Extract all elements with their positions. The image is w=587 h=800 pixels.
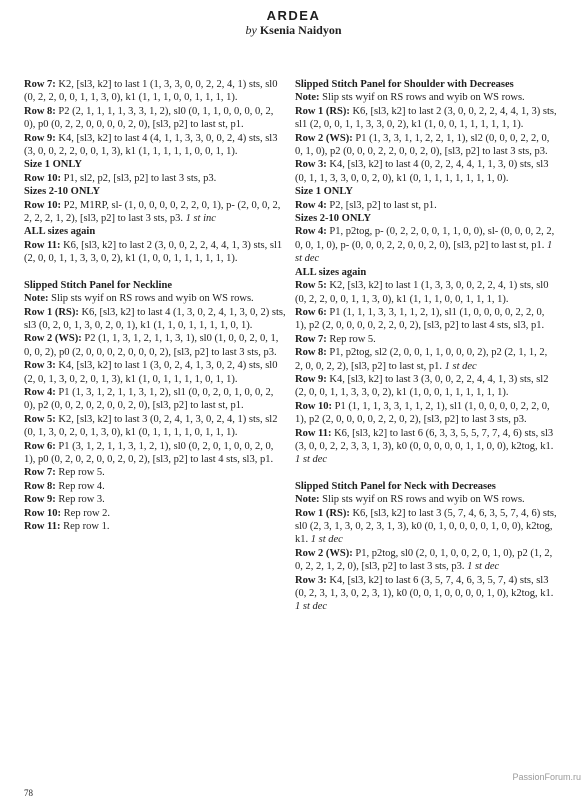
instruction-row [24,132,286,159]
row-text: K4, [sl3, k2] to last 4 (4, 1, 1, 3, 3, 0, 0, 2, 4) sts, sl3 (3, 0, 0, 2, 2, 0, 0, 1, 3), k1 (1, 1, 1, 1, 1, 0, 0, 1, 1). [24,132,278,158]
size-heading: ALL sizes again [24,226,96,238]
row-label: Note: [24,293,49,305]
instruction-row [295,373,557,400]
row-label: Row 10: [295,400,333,412]
row-text: P2 (1, 1, 3, 1, 2, 1, 1, 3, 1), sl0 (1, 0, 0, 2, 0, 1, 0, 0, 2), p0 (2, 0, 0, 0, 2, 0, 0, 0, 2), [sl3, p2] to last 3 sts, p3. [24,333,279,358]
instruction-row [295,91,557,104]
row-text: K2, [sl3, k2] to last 3 (0, 2, 4, 1, 3, 0, 2, 4, 1) sts, sl2 (0, 1, 3, 0, 2, 0, 1, 3, 0), k1 (0, 1, 1, 1, 1, 0, 1, 1, 1). [24,413,278,439]
row-label: Note: [295,92,320,104]
row-label: Row 3: [295,574,327,586]
row-label: Row 10: [24,199,62,211]
row-text: K2, [sl3, k2] to last 1 (1, 3, 3, 0, 0, 2, 2, 4, 1) sts, sl0 (0, 2, 2, 0, 0, 1, 1, 3, 0), k1 (1, 1, 1, 0, 0, 1, 1, 1, 1). [295,280,549,305]
row-label: Row 8: [24,105,56,117]
instruction-row [24,386,286,413]
row-label: Row 1 (RS): [295,105,350,117]
row-text: P1, p2tog, p- (0, 2, 2, 0, 0, 1, 1, 0, 0), sl- (0, 0, 0, 2, 2, 0, 0, 1, 0), p- (0, 0, 0, 2, 2, 0, 0, 2, 0), [sl3, p2] to last st, p1. [295,226,555,251]
row-label: Row 9: [24,132,56,144]
row-label: Row 4: [295,199,327,211]
page-number: 78 [24,788,33,798]
section-title: Slipped Stitch Panel for Neckline [24,279,172,291]
row-label: Row 1 (RS): [24,306,79,318]
row-label: Row 8: [24,480,56,492]
row-text: K6, [sl3, k2] to last 4 (1, 3, 0, 2, 4, 1, 3, 0, 2) sts, sl3 (0, 2, 0, 1, 3, 0, 2, 0, 1), k1 (1, 1, 0, 1, 1, 1, 1, 0, 1). [24,306,286,331]
row-label: Row 10: [24,172,62,184]
instruction-row [295,574,557,614]
instruction-row [295,199,557,212]
instruction-row [295,279,557,306]
instruction-row [295,158,557,185]
row-text: K2, [sl3, k2] to last 1 (1, 3, 3, 0, 0, 2, 2, 4, 1) sts, sl0 (0, 2, 2, 0, 0, 1, 1, 3, 0), k1 (1, 1, 1, 0, 0, 1, 1, 1, 1). [24,79,278,104]
instruction-row [24,480,286,493]
instruction-row [295,333,557,346]
row-text: Rep row 4. [58,480,105,492]
stitch-count-note: 1 st dec [295,454,328,466]
row-label: Row 9: [24,494,56,506]
row-text: Rep row 2. [63,507,111,519]
instruction-row [24,199,286,226]
row-label: Row 4: [295,226,327,238]
stitch-count-note: 1 st dec [310,534,343,546]
size-heading: Size 1 ONLY [24,159,82,171]
instruction-row [24,507,286,520]
row-label: Row 11: [24,239,61,251]
row-label: Row 8: [295,347,327,359]
row-text: Rep row 3. [58,494,105,506]
watermark: PassionForum.ru [512,772,581,782]
instruction-row [295,225,557,265]
row-text: Rep row 5. [58,467,105,479]
size-heading: Size 1 ONLY [295,186,353,198]
row-label: Row 3: [24,360,56,372]
row-text: P1 (3, 1, 2, 1, 1, 3, 1, 2, 1), sl0 (0, 2, 0, 1, 0, 0, 2, 0, 1), p0 (0, 2, 0, 2, 0, 0, 2, 0, 2), [sl3, p2] to last 4 sts, sl3, p1. [24,440,274,465]
row-text: P1 (1, 1, 1, 3, 3, 1, 1, 2, 1), sl1 (1, 0, 0, 0, 0, 2, 2, 0, 1), p2 (2, 0, 0, 0, 0, 2, 2, 0, 2), [sl3, p2] to last 3 sts, p3. [295,400,550,426]
byline-prefix: by [245,23,257,37]
instruction-row [24,105,286,132]
instruction-row [24,440,286,467]
author-name: Ksenia Naidyon [259,23,342,37]
instruction-row [24,359,286,386]
instruction-row [24,332,286,359]
row-label: Row 7: [24,79,56,90]
row-label: Row 4: [24,386,56,398]
row-label: Row 5: [24,413,56,425]
section-title: Slipped Stitch Panel for Shoulder with Decreases [295,79,514,90]
row-text: Rep row 1. [63,521,110,532]
size-heading: Sizes 2-10 ONLY [295,213,372,225]
row-label: Row 1 (RS): [295,507,350,519]
row-label: Row 2 (WS): [24,333,82,345]
row-text: K4, [sl3, k2] to last 1 (3, 0, 2, 4, 1, 3, 0, 2, 4) sts, sl0 (2, 0, 1, 3, 0, 2, 0, 1, 3), k1 (1, 0, 1, 1, 1, 1, 0, 1, 1). [24,360,278,385]
row-text: P1 (1, 3, 3, 1, 1, 2, 2, 1, 1), sl2 (0, 0, 0, 2, 2, 0, 0, 1, 0), p2 (0, 0, 0, 2, 2, 0, 0, 2, 0), [sl3, p2] to last 3 sts, p3. [295,132,550,158]
row-label: Row 2 (WS): [295,547,353,559]
row-label: Row 6: [24,440,56,452]
size-heading: Sizes 2-10 ONLY [24,186,101,198]
row-text: K4, [sl3, k2] to last 3 (3, 0, 0, 2, 2, 4, 4, 1, 3) sts, sl2 (2, 0, 0, 1, 1, 3, 3, 0, 2), k1 (1, 0, 0, 1, 1, 1, 1, 1, 1). [295,373,549,399]
instruction-row [295,427,557,467]
instruction-row [24,78,286,105]
row-text: P1 (1, 3, 1, 2, 1, 1, 3, 1, 2), sl1 (0, 0, 2, 0, 1, 0, 0, 2, 0), p2 (0, 0, 2, 0, 2, 0, 0, 2, 0), [sl3, p2] to last st, p1. [24,386,274,412]
row-label: Row 11: [295,427,332,439]
instruction-row [295,132,557,159]
row-label: Row 5: [295,280,327,292]
instruction-row [24,493,286,506]
row-text: K4, [sl3, k2] to last 4 (0, 2, 2, 4, 4, 1, 1, 3, 0) sts, sl3 (0, 1, 1, 3, 3, 0, 0, 2, 0), k1 (0, 1, 1, 1, 1, 1, 1, 1, 0). [295,159,549,184]
stitch-count-note: 1 st dec [467,561,500,573]
page-header [0,8,587,38]
row-text: Slip sts wyif on RS rows and wyib on WS rows. [322,92,525,104]
section-title: Slipped Stitch Panel for Neck with Decreases [295,480,496,492]
instruction-row [295,493,557,506]
row-text: Rep row 5. [329,333,376,345]
row-label: Row 10: [24,507,62,519]
row-text: P1, p2tog, sl2 (2, 0, 0, 1, 1, 0, 0, 0, 2), p2 (2, 1, 1, 2, 2, 0, 0, 2, 2), [sl3, p2] to last st, p1. [295,347,548,372]
instruction-row [295,346,557,373]
stitch-count-note: 1 st dec [444,360,477,372]
row-label: Row 2 (WS): [295,132,353,144]
row-text: K6, [sl3, k2] to last 3 (5, 7, 4, 6, 3, 5, 7, 4, 6) sts, sl0 (2, 3, 1, 3, 0, 2, 3, 1, 3), k0 (0, 1, 0, 0, 0, 0, 1, 0, 0), k2tog, k1. [295,507,557,546]
left-column [24,78,286,533]
row-text: P2, M1RP, sl- (1, 0, 0, 0, 0, 2, 2, 0, 1), p- (2, 0, 0, 2, 2, 2, 2, 1, 2), [sl3, p2] to last 3 sts, p3. [24,199,281,225]
instruction-row [295,400,557,427]
row-label: Row 11: [24,521,61,532]
stitch-count-note: 1 st inc [185,213,216,225]
size-heading: ALL sizes again [295,266,367,278]
row-label: Row 9: [295,373,327,385]
pattern-title: ARDEA [266,8,321,23]
byline [0,23,587,38]
stitch-count-note: 1 st dec [295,601,328,613]
instruction-row [24,172,286,185]
instruction-row [295,306,557,333]
row-text: K6, [sl3, k2] to last 2 (3, 0, 0, 2, 2, 4, 4, 1, 3) sts, sl1 (2, 0, 0, 1, 1, 3, 3, 0, 2), k1 (1, 0, 0, 1, 1, 1, 1, 1, 1). [295,105,557,131]
row-text: K6, [sl3, k2] to last 6 (6, 3, 3, 5, 5, 7, 7, 4, 6) sts, sl3 (3, 0, 0, 2, 2, 3, 3, 1, 3), k0 (0, 0, 0, 0, 0, 1, 1, 0, 0), k2tog, k1. [295,427,554,452]
instruction-row [24,306,286,333]
instruction-row [24,292,286,305]
row-text: P1 (1, 1, 1, 3, 3, 1, 1, 2, 1), sl1 (1, 0, 0, 0, 0, 2, 2, 0, 1), p2 (2, 0, 0, 0, 0, 2, 2, 0, 2), [sl3, p2] to last 4 sts, sl3, p1. [295,306,545,332]
row-label: Row 7: [24,467,56,479]
row-text: K4, [sl3, k2] to last 6 (3, 5, 7, 4, 6, 3, 5, 7, 4) sts, sl3 (0, 2, 3, 1, 3, 0, 2, 3, 1), k0 (0, 0, 1, 0, 0, 0, 0, 1, 0), k2tog, k1. [295,574,554,600]
row-text: P1, sl2, p2, [sl3, p2] to last 3 sts, p3. [63,172,217,184]
instruction-row [24,413,286,440]
row-text: Slip sts wyif on RS rows and wyib on WS rows. [51,293,254,305]
instruction-row [24,239,286,266]
instruction-row [24,466,286,479]
instruction-row [24,520,286,533]
right-column [295,78,557,614]
row-text: Slip sts wyif on RS rows and wyib on WS rows. [322,494,525,506]
row-text: K6, [sl3, k2] to last 2 (3, 0, 0, 2, 2, 4, 4, 1, 3) sts, sl1 (2, 0, 0, 1, 1, 3, 3, 0, 2), k1 (1, 0, 0, 1, 1, 1, 1, 1, 1). [24,239,283,265]
row-label: Row 7: [295,333,327,345]
instruction-row [295,507,557,547]
instruction-row [295,547,557,574]
row-label: Note: [295,494,320,506]
row-label: Row 3: [295,159,327,171]
row-text: P2, [sl3, p2] to last st, p1. [329,199,437,211]
row-label: Row 6: [295,306,327,318]
instruction-row [295,105,557,132]
row-text: P1, p2tog, sl0 (2, 0, 1, 0, 0, 2, 0, 1, 0), p2 (1, 2, 0, 2, 2, 1, 2, 0), [sl3, p2] to last 3 sts, p3. [295,547,553,573]
stitch-count-note: 1 st dec [295,239,553,265]
row-text: P2 (2, 1, 1, 1, 1, 3, 3, 1, 2), sl0 (0, 1, 1, 0, 0, 0, 0, 2, 0), p0 (0, 2, 2, 0, 0, 0, 0, 2, 0), [sl3, p2] to last st, p1. [24,105,274,131]
